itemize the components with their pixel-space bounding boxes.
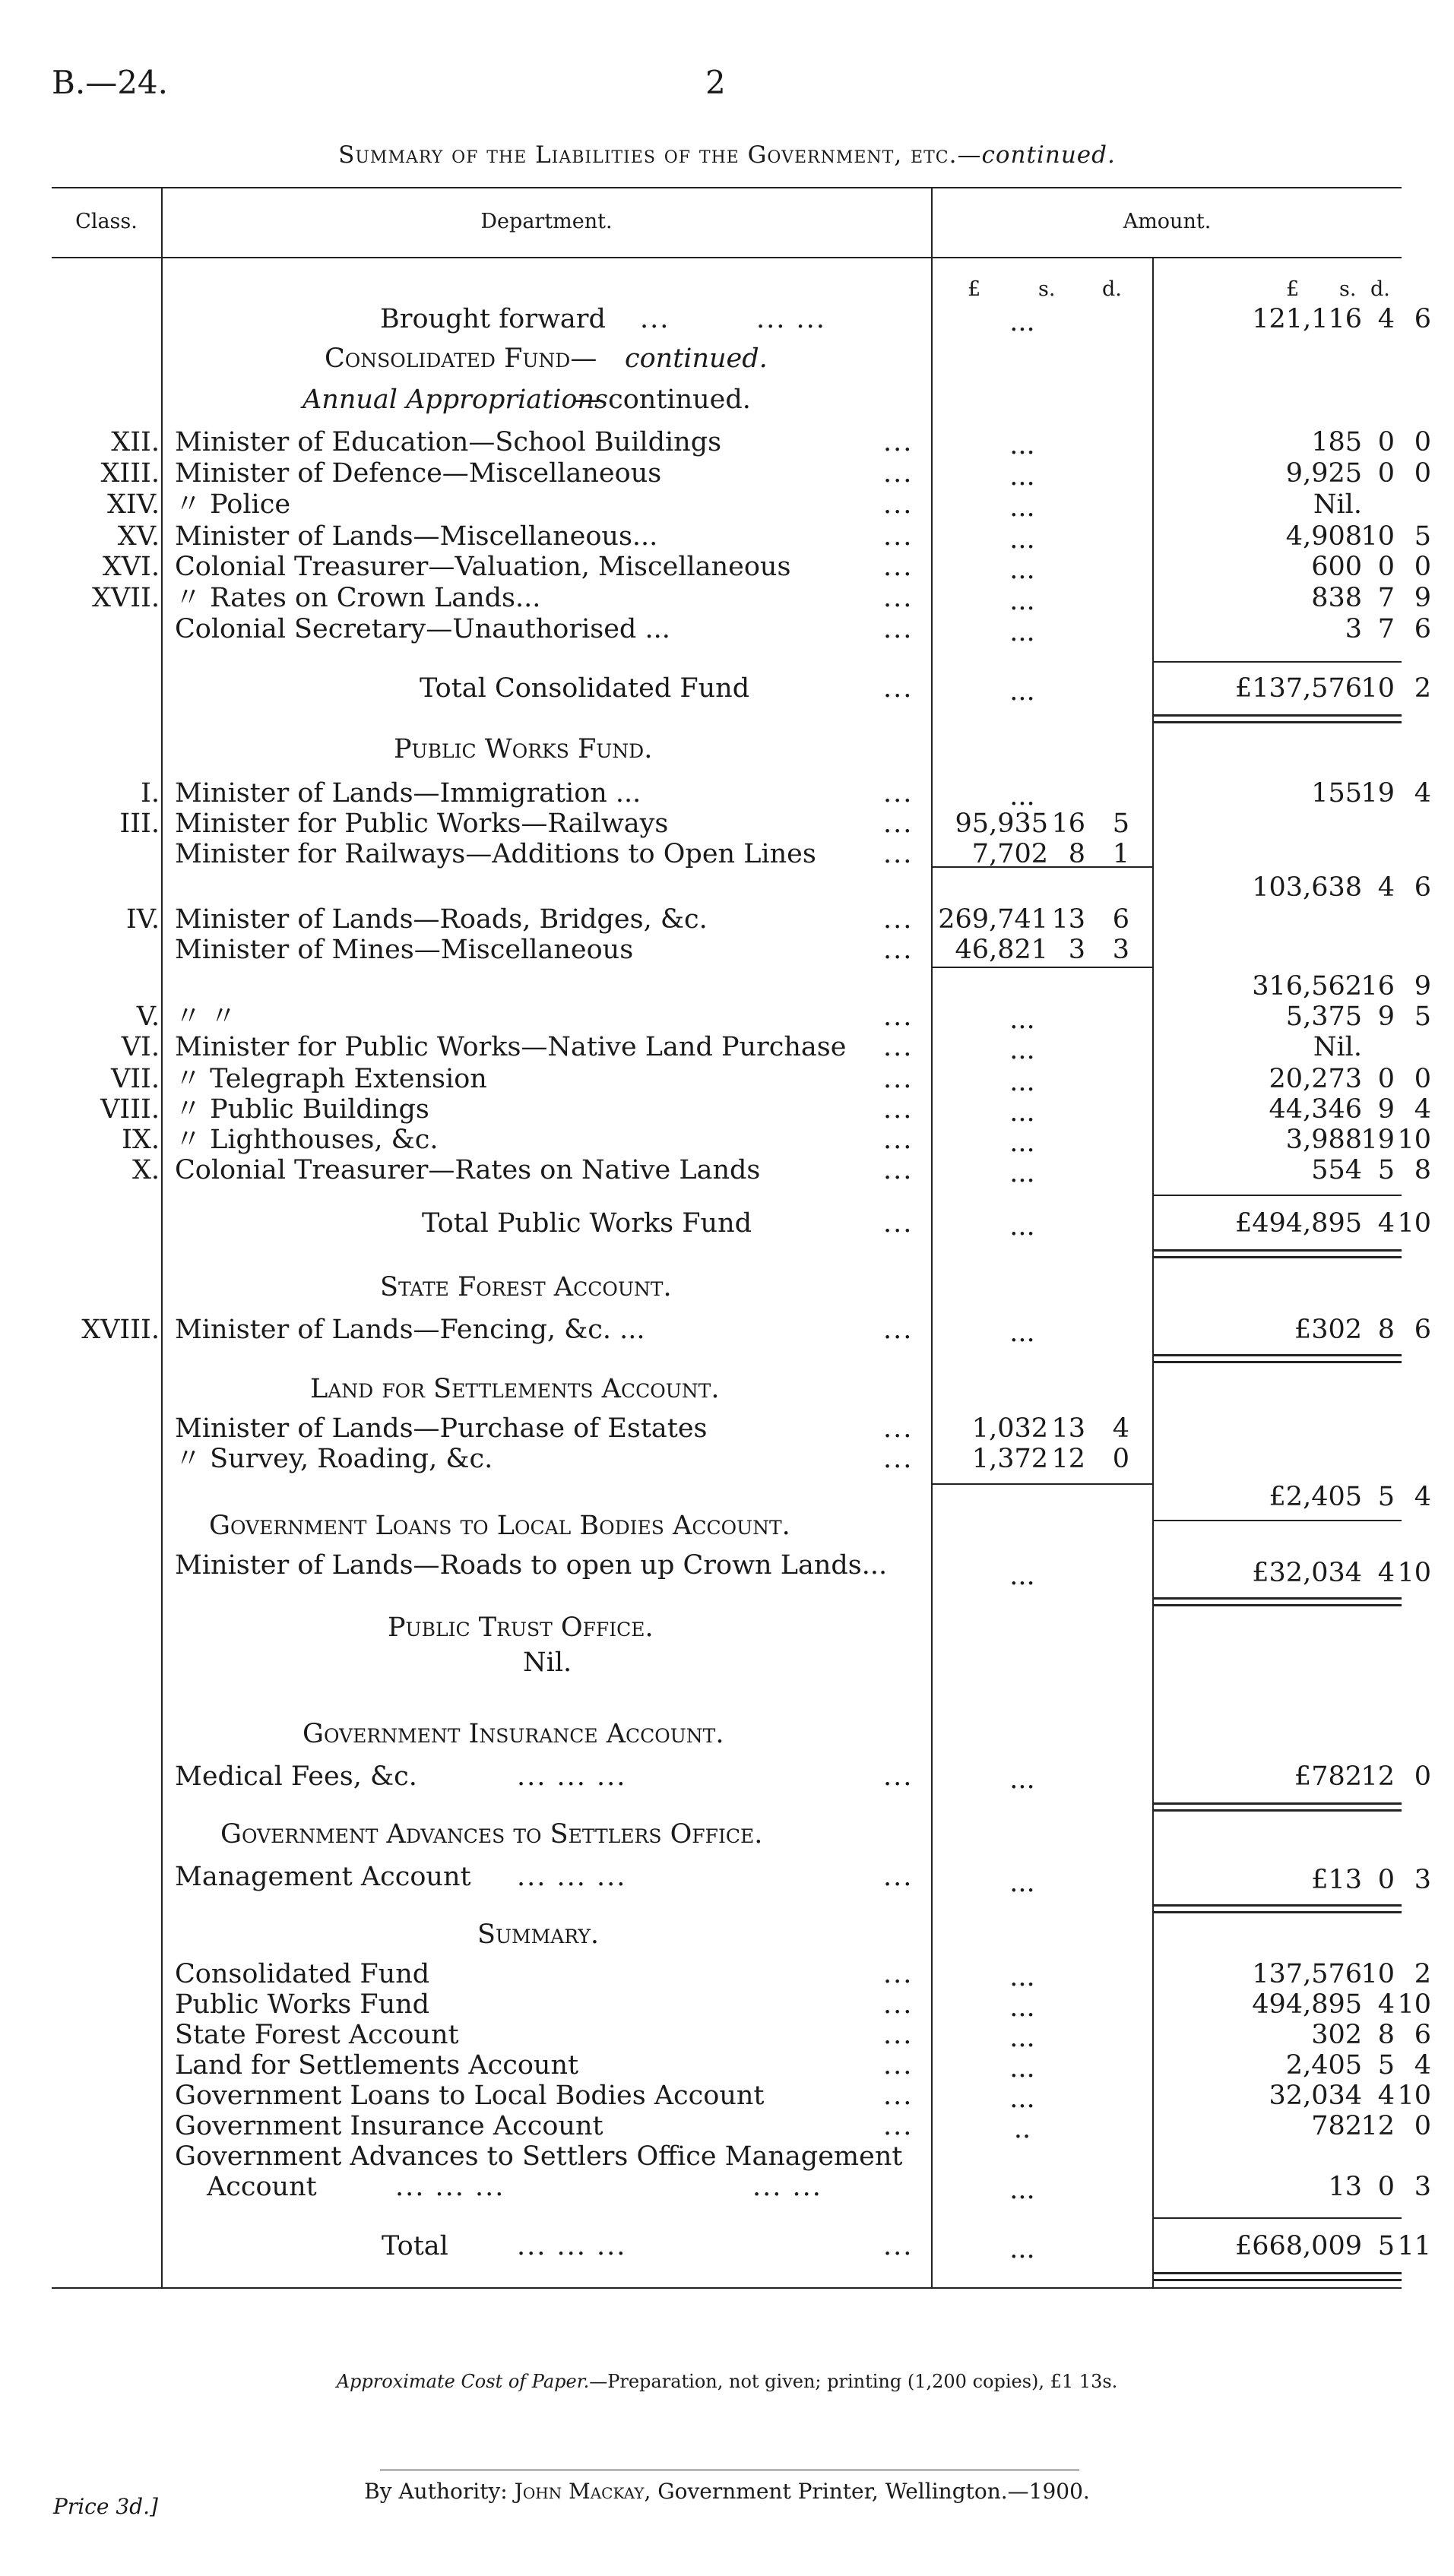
summary-row-amount-shillings: 4 xyxy=(1377,2081,1395,2111)
summary-row-amount-pounds: 137,576 xyxy=(1252,1959,1362,1989)
summary-total-dots: ... ... ... xyxy=(517,2231,627,2261)
public-works-row-amount-shillings: 5 xyxy=(1377,1155,1395,1185)
consolidated-row-department: Colonial Secretary—Unauthorised ... xyxy=(175,614,670,644)
column-header-amount: Amount. xyxy=(1123,210,1212,233)
total-consolidated-fund-shillings: 10 xyxy=(1361,673,1395,704)
state-forest-amount-pounds: £302 xyxy=(1294,1315,1362,1345)
government-loans-amount-pounds: £32,034 xyxy=(1252,1558,1362,1588)
public-works-row-amount-pence: 9 xyxy=(1414,971,1431,1002)
consolidated-row-department: Minister of Education—School Buildings xyxy=(175,427,722,457)
state-forest-amount-pence: 6 xyxy=(1414,1315,1431,1345)
summary-row-inner-dots: ... xyxy=(1009,1962,1035,1992)
consolidated-row-dots: ... xyxy=(883,583,914,613)
total-consolidated-fund-pence: 2 xyxy=(1414,673,1431,704)
public-works-row-inner-dots: ... xyxy=(1009,1035,1035,1065)
summary-row-amount-shillings: 8 xyxy=(1377,2020,1395,2050)
page-number: 2 xyxy=(705,64,726,101)
public-works-row-subamount-shillings: 8 xyxy=(1068,839,1085,869)
table-bottom-rule xyxy=(52,2287,1402,2289)
public-works-row-dots: ... xyxy=(883,904,914,935)
consolidated-row-inner-dots: ... xyxy=(1009,555,1035,585)
public-works-row-department: Minister for Public Works—Railways xyxy=(175,809,669,839)
printer-imprint: By Authority: John Mackay, Government Printer, Wellington.—1900. xyxy=(364,2479,1090,2504)
summary-row-department: Government Loans to Local Bodies Account xyxy=(175,2081,765,2111)
consolidated-row-department: Minister of Defence—Miscellaneous xyxy=(175,458,662,489)
consolidated-row-amount-pence: 0 xyxy=(1414,427,1431,457)
summary-row-inner-dots: ... xyxy=(1009,2053,1035,2084)
inner-shilling-header: s. xyxy=(1038,277,1056,301)
land-settlements-row-department: 〃 Survey, Roading, &c. xyxy=(175,1444,493,1474)
summary-row-amount-pounds: 494,895 xyxy=(1252,1989,1362,2020)
public-works-row-inner-dots: ... xyxy=(1009,781,1035,812)
consolidated-row-inner-dots: ... xyxy=(1009,617,1035,647)
government-advances-dots: ... ... ... xyxy=(517,1862,627,1892)
consolidated-row-amount-shillings: 10 xyxy=(1361,521,1395,552)
public-works-row-department: 〃 Lighthouses, &c. xyxy=(175,1125,439,1155)
public-works-row-dots: ... xyxy=(883,1032,914,1062)
summary-row-amount-pence: 10 xyxy=(1397,1989,1431,2020)
consolidated-row-dots: ... xyxy=(883,552,914,582)
public-works-row-class: I. xyxy=(141,778,160,809)
public-works-row-inner-dots: ... xyxy=(1009,1067,1035,1097)
summary-row-dots: ... xyxy=(883,1959,914,1989)
consolidated-row-amount-pence: 5 xyxy=(1414,521,1431,552)
public-works-row-class: X. xyxy=(131,1155,160,1185)
summary-row-amount-pence: 4 xyxy=(1414,2050,1431,2081)
government-insurance-amount-pence: 0 xyxy=(1414,1761,1431,1792)
public-works-row-amount-pounds: 3,988 xyxy=(1285,1125,1362,1155)
government-insurance-heading: Government Insurance Account. xyxy=(303,1719,724,1749)
consolidated-row-amount-shillings: 7 xyxy=(1377,583,1395,613)
public-works-row-amount-pounds: 103,638 xyxy=(1252,872,1362,903)
public-works-row-amount-pounds: 44,346 xyxy=(1269,1094,1362,1125)
land-settlements-heading: Land for Settlements Account. xyxy=(310,1374,720,1404)
consolidated-fund-heading-cont: continued. xyxy=(625,343,768,374)
summary-row-dots: ... xyxy=(883,2111,914,2141)
summary-row-dots: ... xyxy=(883,2081,914,2111)
roads-subtotal-rule xyxy=(931,967,1152,968)
consolidated-row-amount-pence: 0 xyxy=(1414,458,1431,489)
public-works-row-class: V. xyxy=(136,1002,160,1032)
public-works-row-department: 〃 Telegraph Extension xyxy=(175,1064,487,1094)
government-insurance-inner-dots: ... xyxy=(1009,1764,1035,1795)
table-top-rule xyxy=(52,187,1402,188)
price-note: Price 3d.] xyxy=(53,2494,158,2519)
public-works-row-dots: ... xyxy=(883,1002,914,1032)
total-public-works-fund-pence: 10 xyxy=(1397,1208,1431,1239)
total-public-works-dots: ... xyxy=(883,1208,914,1239)
consolidated-row-inner-dots: ... xyxy=(1009,461,1035,492)
summary-row-dots: ... xyxy=(883,1989,914,2020)
government-advances-amount-pounds: £13 xyxy=(1311,1865,1362,1895)
public-works-row-dots: ... xyxy=(883,935,914,965)
public-works-row-amount-shillings: 4 xyxy=(1377,872,1395,903)
consolidated-row-dots: ... xyxy=(883,489,914,520)
public-works-row-inner-dots: ... xyxy=(1009,1005,1035,1035)
summary-row-department: Land for Settlements Account xyxy=(175,2050,579,2081)
total-public-works-fund-shillings: 4 xyxy=(1377,1208,1395,1239)
consolidated-row-dots: ... xyxy=(883,427,914,457)
summary-row-amount-pounds: 782 xyxy=(1311,2111,1362,2141)
public-works-row-subamount-pounds: 269,741 xyxy=(938,904,1048,935)
public-works-row-amount-pence: 10 xyxy=(1397,1125,1431,1155)
public-works-row-class: III. xyxy=(119,809,160,839)
land-settlements-row-subamount-pence: 4 xyxy=(1112,1413,1129,1444)
railways-subtotal-rule xyxy=(931,866,1152,868)
summary-total-double-rule xyxy=(1152,2272,1402,2281)
public-works-row-amount-shillings: 9 xyxy=(1377,1094,1395,1125)
summary-row-dots: ... xyxy=(883,2020,914,2050)
state-forest-heading: State Forest Account. xyxy=(380,1272,672,1302)
summary-subtotal-rule xyxy=(1152,2217,1402,2219)
public-works-row-dots: ... xyxy=(883,778,914,809)
public-works-row-amount-pounds: 20,273 xyxy=(1269,1064,1362,1094)
consolidated-row-class: XVI. xyxy=(102,552,160,582)
state-forest-amount-shillings: 8 xyxy=(1377,1315,1395,1345)
department-column-divider xyxy=(931,187,933,2287)
government-insurance-double-rule xyxy=(1152,1802,1402,1812)
total-public-works-fund-label: Total Public Works Fund xyxy=(422,1208,752,1239)
summary-row-inner-dots: .. xyxy=(1013,2114,1031,2144)
annual-appropriations-cont: — continued. xyxy=(573,385,751,415)
public-trust-nil: Nil. xyxy=(523,1647,572,1678)
consolidated-row-amount-pence: 0 xyxy=(1414,552,1431,582)
consolidated-subtotal-rule xyxy=(1152,661,1402,663)
summary-row-amount-pounds: 13 xyxy=(1328,2172,1362,2202)
public-works-row-amount-pounds: Nil. xyxy=(1313,1032,1362,1062)
land-settlements-total-shillings: 5 xyxy=(1377,1482,1395,1512)
consolidated-row-class: XIV. xyxy=(106,489,160,520)
consolidated-row-inner-dots: ... xyxy=(1009,492,1035,523)
consolidated-row-amount-pounds: 3 xyxy=(1345,614,1362,644)
consolidated-row-amount-pence: 9 xyxy=(1414,583,1431,613)
public-works-row-class: IX. xyxy=(122,1125,160,1155)
consolidated-row-department: 〃 Rates on Crown Lands... xyxy=(175,583,541,613)
state-forest-department: Minister of Lands—Fencing, &c. ... xyxy=(175,1315,645,1345)
header-rule xyxy=(52,257,1402,258)
land-settlements-total-pence: 4 xyxy=(1414,1482,1431,1512)
brought-forward-inner-dots: ... xyxy=(1009,307,1035,337)
inner-pound-header: £ xyxy=(968,277,981,301)
summary-row-inner-dots: ... xyxy=(1009,2084,1035,2114)
public-works-row-subamount-shillings: 16 xyxy=(1051,809,1085,839)
consolidated-total-double-rule xyxy=(1152,714,1402,723)
government-advances-department: Management Account xyxy=(175,1862,471,1892)
summary-row-amount-pounds: 302 xyxy=(1311,2020,1362,2050)
public-works-row-amount-pence: 5 xyxy=(1414,1002,1431,1032)
public-works-row-class: IV. xyxy=(125,904,160,935)
summary-row-amount-pence: 2 xyxy=(1414,1959,1431,1989)
public-works-row-subamount-shillings: 13 xyxy=(1051,904,1085,935)
consolidated-row-class: XIII. xyxy=(100,458,160,489)
summary-row-dots: ... xyxy=(883,2050,914,2081)
land-settlements-row-subamount-shillings: 12 xyxy=(1051,1444,1085,1474)
summary-heading: Summary. xyxy=(477,1919,599,1950)
consolidated-row-dots: ... xyxy=(883,521,914,552)
land-settlements-row-dots: ... xyxy=(883,1444,914,1474)
public-works-row-inner-dots: ... xyxy=(1009,1097,1035,1128)
public-works-row-subamount-pounds: 7,702 xyxy=(971,839,1048,869)
public-works-row-amount-shillings: 9 xyxy=(1377,1002,1395,1032)
consolidated-row-amount-pounds: 600 xyxy=(1311,552,1362,582)
land-settlements-row-subamount-shillings: 13 xyxy=(1051,1413,1085,1444)
summary-row-department: State Forest Account xyxy=(175,2020,459,2050)
summary-row-amount-shillings: 10 xyxy=(1361,1959,1395,1989)
consolidated-row-department: Minister of Lands—Miscellaneous... xyxy=(175,521,658,552)
government-loans-amount-shillings: 4 xyxy=(1377,1558,1395,1588)
summary-grand-total-pounds: £668,009 xyxy=(1234,2231,1362,2261)
summary-row-department-cont: Account xyxy=(207,2172,317,2202)
government-insurance-amount-shillings: 12 xyxy=(1361,1761,1395,1792)
consolidated-row-amount-pounds: 185 xyxy=(1311,427,1362,457)
public-works-subtotal-rule xyxy=(1152,1195,1402,1196)
public-works-row-dots: ... xyxy=(883,839,914,869)
brought-forward-total-shillings: 4 xyxy=(1377,304,1395,334)
consolidated-row-inner-dots: ... xyxy=(1009,524,1035,555)
public-works-row-class: VII. xyxy=(110,1064,160,1094)
column-header-class: Class. xyxy=(75,210,138,233)
total-consolidated-fund-pounds: £137,576 xyxy=(1234,673,1362,704)
summary-grand-total-pence: 11 xyxy=(1397,2231,1431,2261)
summary-row-amount-pence: 10 xyxy=(1397,2081,1431,2111)
public-works-row-department: 〃 Public Buildings xyxy=(175,1094,429,1125)
government-advances-inner-dots: ... xyxy=(1009,1868,1035,1898)
public-works-row-department: Minister of Lands—Immigration ... xyxy=(175,778,641,809)
consolidated-row-inner-dots: ... xyxy=(1009,586,1035,616)
paper-cost-note: Approximate Cost of Paper.—Preparation, not given; printing (1,200 copies), £1 13s. xyxy=(336,2371,1118,2392)
consolidated-row-department: Colonial Treasurer—Valuation, Miscellaneous xyxy=(175,552,791,582)
summary-row-amount-pounds: 2,405 xyxy=(1285,2050,1362,2081)
document-reference: B.—24. xyxy=(52,64,169,101)
land-settlements-row-subamount-pence: 0 xyxy=(1112,1444,1129,1474)
government-loans-inner-dots: ... xyxy=(1009,1561,1035,1591)
government-loans-double-rule xyxy=(1152,1597,1402,1606)
amount-column-divider xyxy=(1152,257,1154,2287)
summary-row-inner-dots: ... xyxy=(1009,2023,1035,2053)
public-works-row-amount-shillings: 19 xyxy=(1361,778,1395,809)
summary-grand-total-shillings: 5 xyxy=(1377,2231,1395,2261)
column-header-department: Department. xyxy=(480,210,613,233)
brought-forward-dots: ... xyxy=(640,304,670,334)
public-works-row-subamount-pounds: 95,935 xyxy=(955,809,1048,839)
public-works-row-class: VIII. xyxy=(100,1094,160,1125)
consolidated-row-amount-shillings: 0 xyxy=(1377,458,1395,489)
consolidated-row-amount-shillings: 0 xyxy=(1377,552,1395,582)
consolidated-row-class: XII. xyxy=(111,427,160,457)
brought-forward-total-pounds: 121,116 xyxy=(1252,304,1362,334)
public-works-row-dots: ... xyxy=(883,1094,914,1125)
public-works-row-amount-pounds: 316,562 xyxy=(1252,971,1362,1002)
public-works-fund-heading: Public Works Fund. xyxy=(394,734,653,764)
summary-row-cont-dots-2: ... ... xyxy=(752,2172,822,2202)
public-works-row-inner-dots: ... xyxy=(1009,1128,1035,1158)
public-works-row-subamount-pounds: 46,821 xyxy=(955,935,1048,965)
government-insurance-amount-pounds: £782 xyxy=(1294,1761,1362,1792)
government-loans-department: Minister of Lands—Roads to open up Crown Lands... xyxy=(175,1550,888,1581)
public-works-row-dots: ... xyxy=(883,1064,914,1094)
page-title: Summary of the Liabilities of the Government, etc.—continued. xyxy=(338,141,1116,169)
public-works-row-amount-pence: 0 xyxy=(1414,1064,1431,1094)
land-settlements-row-subamount-pounds: 1,032 xyxy=(971,1413,1048,1444)
public-works-row-class: VI. xyxy=(121,1032,160,1062)
brought-forward-label: Brought forward xyxy=(380,304,606,334)
summary-row-amount-shillings: 5 xyxy=(1377,2050,1395,2081)
total-consolidated-dots: ... xyxy=(883,673,914,704)
public-works-row-amount-pence: 6 xyxy=(1414,872,1431,903)
summary-row-amount-shillings: 0 xyxy=(1377,2172,1395,2202)
public-works-total-double-rule xyxy=(1152,1249,1402,1258)
summary-row-inner-dots: ... xyxy=(1009,2175,1035,2205)
summary-row-amount-shillings: 4 xyxy=(1377,1989,1395,2020)
state-forest-inner-dots: ... xyxy=(1009,1318,1035,1348)
consolidated-row-amount-pounds: Nil. xyxy=(1313,489,1362,520)
summary-row-department: Government Advances to Settlers Office Management xyxy=(175,2141,903,2172)
government-insurance-department: Medical Fees, &c. xyxy=(175,1761,417,1792)
government-insurance-dots: ... ... ... xyxy=(517,1761,627,1792)
consolidated-row-amount-pounds: 838 xyxy=(1311,583,1362,613)
consolidated-row-amount-shillings: 0 xyxy=(1377,427,1395,457)
government-advances-end-dots: ... xyxy=(883,1862,914,1892)
public-works-row-department: Minister for Public Works—Native Land Purchase xyxy=(175,1032,847,1062)
public-works-row-subamount-pence: 6 xyxy=(1112,904,1129,935)
summary-row-department: Public Works Fund xyxy=(175,1989,430,2020)
public-works-row-department: Minister of Lands—Roads, Bridges, &c. xyxy=(175,904,708,935)
summary-row-amount-pounds: 32,034 xyxy=(1269,2081,1362,2111)
summary-total-inner-dots: ... xyxy=(1009,2234,1035,2264)
total-consolidated-fund-label: Total Consolidated Fund xyxy=(420,673,750,704)
consolidated-fund-heading: Consolidated Fund— xyxy=(325,343,597,374)
total-public-works-fund-pounds: £494,895 xyxy=(1234,1208,1362,1239)
public-works-row-amount-shillings: 0 xyxy=(1377,1064,1395,1094)
summary-row-cont-dots: ... ... ... xyxy=(395,2172,505,2202)
government-loans-amount-pence: 10 xyxy=(1397,1558,1431,1588)
public-works-row-dots: ... xyxy=(883,809,914,839)
government-advances-heading: Government Advances to Settlers Office. xyxy=(220,1819,763,1850)
state-forest-dots: ... xyxy=(883,1315,914,1345)
annual-appropriations-heading: Annual Appropriations xyxy=(303,385,609,415)
consolidated-row-amount-shillings: 7 xyxy=(1377,614,1395,644)
state-forest-double-rule xyxy=(1152,1354,1402,1363)
consolidated-row-amount-pence: 6 xyxy=(1414,614,1431,644)
consolidated-row-class: XV. xyxy=(117,521,160,552)
summary-row-inner-dots: ... xyxy=(1009,1992,1035,2023)
consolidated-row-amount-pounds: 4,908 xyxy=(1285,521,1362,552)
class-column-divider xyxy=(161,187,163,2287)
summary-row-department: Consolidated Fund xyxy=(175,1959,430,1989)
public-works-row-subamount-shillings: 3 xyxy=(1068,935,1085,965)
public-works-row-dots: ... xyxy=(883,1125,914,1155)
public-works-row-subamount-pence: 5 xyxy=(1112,809,1129,839)
public-works-row-amount-pounds: 155 xyxy=(1311,778,1362,809)
consolidated-row-dots: ... xyxy=(883,614,914,644)
consolidated-row-inner-dots: ... xyxy=(1009,430,1035,460)
land-settlements-total-pounds: £2,405 xyxy=(1269,1482,1362,1512)
consolidated-row-dots: ... xyxy=(883,458,914,489)
land-settlements-row-department: Minister of Lands—Purchase of Estates xyxy=(175,1413,708,1444)
public-works-row-amount-shillings: 19 xyxy=(1361,1125,1395,1155)
public-works-row-subamount-pence: 3 xyxy=(1112,935,1129,965)
consolidated-row-department: 〃 Police xyxy=(175,489,291,520)
inner-pence-header: d. xyxy=(1102,277,1122,301)
public-works-row-department: Minister for Railways—Additions to Open Lines xyxy=(175,839,816,869)
public-works-row-subamount-pence: 1 xyxy=(1112,839,1129,869)
public-works-row-amount-pence: 4 xyxy=(1414,778,1431,809)
outer-pence-header: d. xyxy=(1370,277,1390,301)
consolidated-row-amount-pounds: 9,925 xyxy=(1285,458,1362,489)
summary-total-label: Total xyxy=(382,2231,448,2261)
public-works-row-amount-pence: 4 xyxy=(1414,1094,1431,1125)
land-settlements-row-dots: ... xyxy=(883,1413,914,1444)
summary-row-amount-shillings: 12 xyxy=(1361,2111,1395,2141)
land-settlements-total-rule xyxy=(1152,1520,1402,1521)
public-trust-heading: Public Trust Office. xyxy=(388,1612,654,1643)
outer-pound-header: £ xyxy=(1286,277,1300,301)
public-works-row-department: Minister of Mines—Miscellaneous xyxy=(175,935,634,965)
outer-shilling-header: s. xyxy=(1339,277,1357,301)
government-loans-heading: Government Loans to Local Bodies Account. xyxy=(209,1511,790,1541)
public-works-row-department: 〃 〃 xyxy=(175,1002,237,1032)
summary-total-end-dots: ... xyxy=(883,2231,914,2261)
summary-row-amount-pence: 3 xyxy=(1414,2172,1431,2202)
summary-row-amount-pence: 0 xyxy=(1414,2111,1431,2141)
government-advances-amount-shillings: 0 xyxy=(1377,1865,1395,1895)
public-works-row-inner-dots: ... xyxy=(1009,1158,1035,1188)
summary-row-amount-pence: 6 xyxy=(1414,2020,1431,2050)
land-settlements-row-subamount-pounds: 1,372 xyxy=(971,1444,1048,1474)
public-works-row-department: Colonial Treasurer—Rates on Native Lands xyxy=(175,1155,761,1185)
public-works-row-amount-shillings: 16 xyxy=(1361,971,1395,1002)
total-public-works-inner-dots: ... xyxy=(1009,1211,1035,1242)
brought-forward-total-pence: 6 xyxy=(1414,304,1431,334)
land-settlements-subtotal-rule xyxy=(931,1483,1152,1485)
total-consolidated-inner-dots: ... xyxy=(1009,676,1035,707)
public-works-row-amount-pounds: 5,375 xyxy=(1285,1002,1362,1032)
government-advances-amount-pence: 3 xyxy=(1414,1865,1431,1895)
public-works-row-amount-pounds: 554 xyxy=(1311,1155,1362,1185)
summary-row-department: Government Insurance Account xyxy=(175,2111,603,2141)
brought-forward-dots-2: ... ... xyxy=(756,304,826,334)
public-works-row-dots: ... xyxy=(883,1155,914,1185)
government-advances-double-rule xyxy=(1152,1904,1402,1913)
consolidated-row-class: XVII. xyxy=(92,583,160,613)
state-forest-class: XVIII. xyxy=(81,1315,160,1345)
public-works-row-amount-pence: 8 xyxy=(1414,1155,1431,1185)
government-insurance-end-dots: ... xyxy=(883,1761,914,1792)
